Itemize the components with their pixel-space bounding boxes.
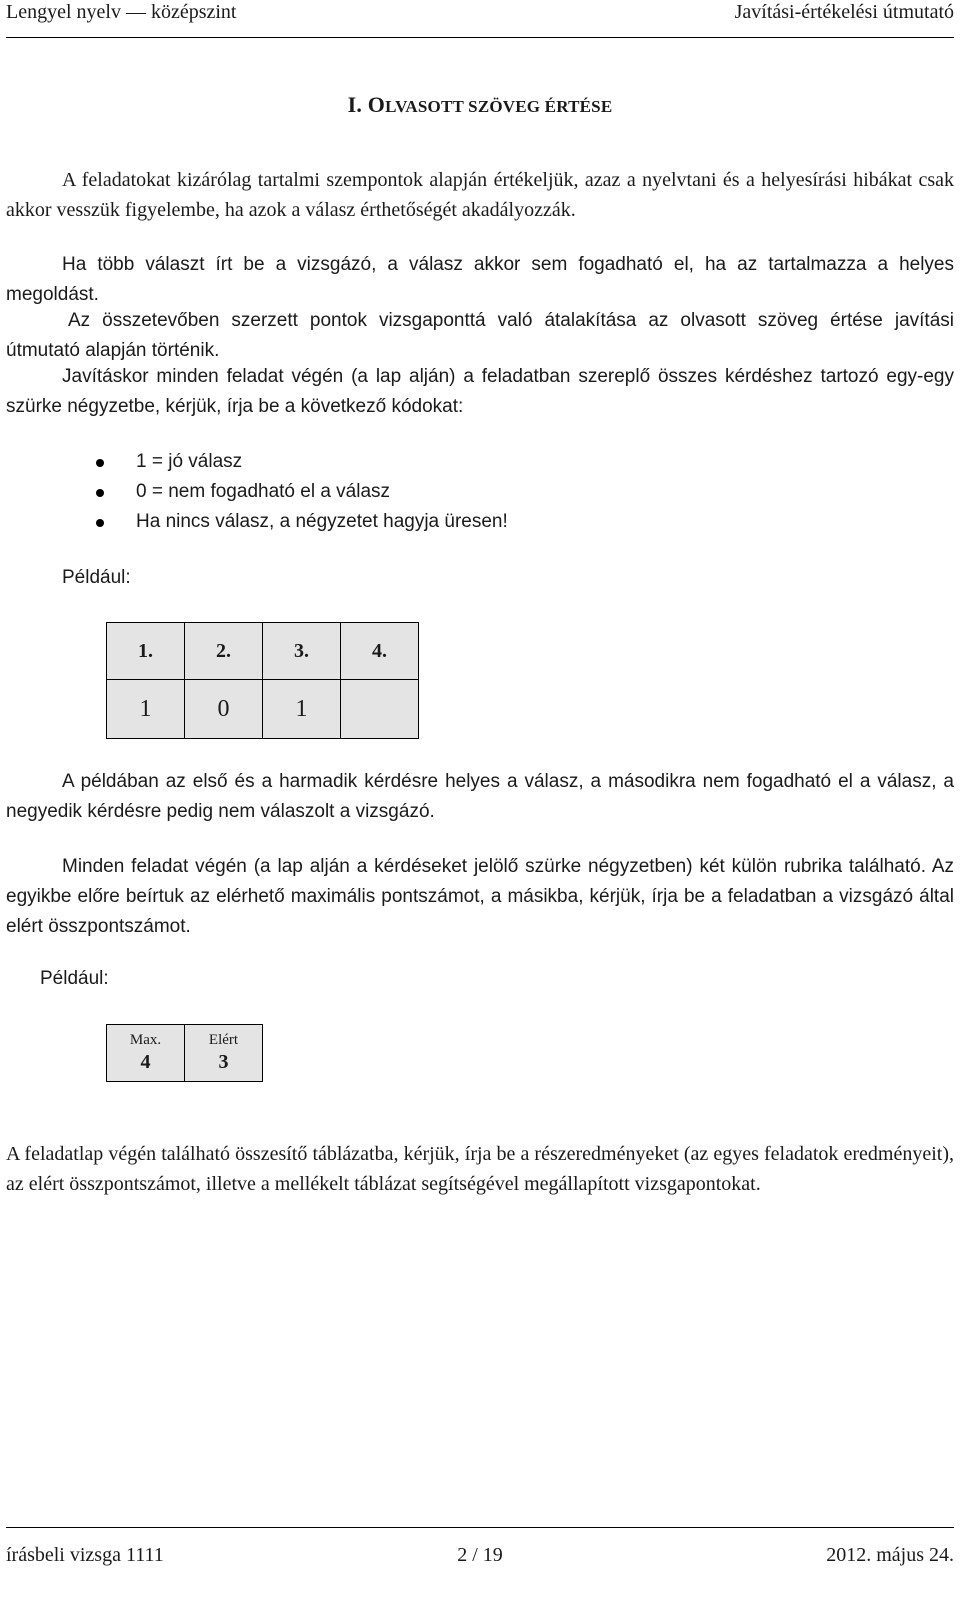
score-example-table: [106, 1024, 263, 1082]
question-number: 1.: [107, 623, 185, 680]
footer-page-number: 2 / 19: [457, 1544, 503, 1566]
section-title-initial: I. O: [347, 92, 386, 117]
footer-rule: [6, 1527, 954, 1528]
code-correct: 1 = jó válasz: [136, 451, 243, 472]
intro-paragraph-4: [6, 362, 954, 422]
answer-code: [341, 680, 419, 739]
question-number: 2.: [185, 623, 263, 680]
intro-text-3: Az összetevőben szerzett pontok vizsgaponttá való átalakítása az olvasott szöveg értése javítási útmutató alapján történik.: [6, 310, 954, 361]
answer-code: 1: [107, 680, 185, 739]
footer-date: 2012. május 24.: [826, 1544, 954, 1566]
list-item: [96, 447, 508, 477]
intro-text-4: Javításkor minden feladat végén (a lap alján) a feladatban szereplő összes kérdéshez tartozó egy-egy szürke négyzetbe, kérjük, írja be a következő kódokat:: [6, 366, 954, 417]
intro-text-2: Ha több választ írt be a vizsgázó, a válasz akkor sem fogadható el, ha az tartalmazza a helyes megoldást.: [6, 254, 954, 305]
intro-paragraph-3: [6, 306, 954, 366]
page-footer: [6, 1544, 954, 1574]
page-header: [6, 0, 954, 36]
score-boxes-text: Minden feladat végén (a lap alján a kérdéseket jelölő szürke négyzetben) két külön rubrika található. Az egyikbe előre beírtuk az elérhető maximális pontszámot, a másikba, kérjük, írja be a feladatban a vizsgázó által elért összpontszámot.: [6, 856, 954, 937]
intro-paragraph-1: [6, 165, 954, 225]
bullet-icon: [96, 489, 104, 497]
bullet-icon: [96, 519, 104, 527]
max-score-value: 4: [140, 1051, 151, 1073]
answer-code: 0: [185, 680, 263, 739]
max-score-label: Max.: [129, 1032, 162, 1048]
question-number: 3.: [263, 623, 341, 680]
list-item: [96, 507, 508, 537]
code-list: [96, 447, 508, 537]
section-title-rest: LVASOTT SZÖVEG ÉRTÉSE: [385, 97, 613, 116]
section-title: [0, 92, 960, 118]
final-paragraph: [6, 1139, 954, 1199]
final-text: A feladatlap végén található összesítő táblázatba, kérjük, írja be a részeredményeket (az egyes feladatok eredményeit), az elért összpontszámot, illetve a mellékelt táblázat segítségével megállapított vizsgapontokat.: [6, 1143, 954, 1195]
explanation-text: A példában az első és a harmadik kérdésre helyes a válasz, a másodikra nem fogadható el a válasz, a negyedik kérdésre pedig nem válaszolt a vizsgázó.: [6, 771, 954, 822]
achieved-score-label: Elért: [208, 1032, 239, 1048]
code-empty: Ha nincs válasz, a négyzetet hagyja üresen!: [136, 511, 508, 532]
code-wrong: 0 = nem fogadható el a válasz: [136, 481, 391, 502]
example-label-1: Például:: [62, 567, 131, 588]
intro-text-1: A feladatokat kizárólag tartalmi szempontok alapján értékeljük, azaz a nyelvtani és a helyesírási hibákat csak akkor vesszük figyelembe, ha azok a válasz érthetőségét akadályozzák.: [6, 169, 954, 221]
question-number: 4.: [341, 623, 419, 680]
bullet-icon: [96, 459, 104, 467]
header-doc-type: Javítási-értékelési útmutató: [734, 1, 954, 23]
example-explanation: [6, 767, 954, 827]
footer-exam-code: írásbeli vizsga 1111: [6, 1544, 164, 1566]
example-answer-table: [106, 622, 419, 739]
answer-code: 1: [263, 680, 341, 739]
list-item: [96, 477, 508, 507]
example-label-2: Például:: [40, 968, 109, 989]
intro-paragraph-2: [6, 250, 954, 310]
achieved-score-value: 3: [218, 1051, 229, 1073]
achieved-score-cell: [185, 1025, 263, 1082]
header-rule: [6, 37, 954, 38]
max-score-cell: [107, 1025, 185, 1082]
score-boxes-paragraph: [6, 852, 954, 942]
header-subject: Lengyel nyelv — középszint: [6, 1, 237, 23]
